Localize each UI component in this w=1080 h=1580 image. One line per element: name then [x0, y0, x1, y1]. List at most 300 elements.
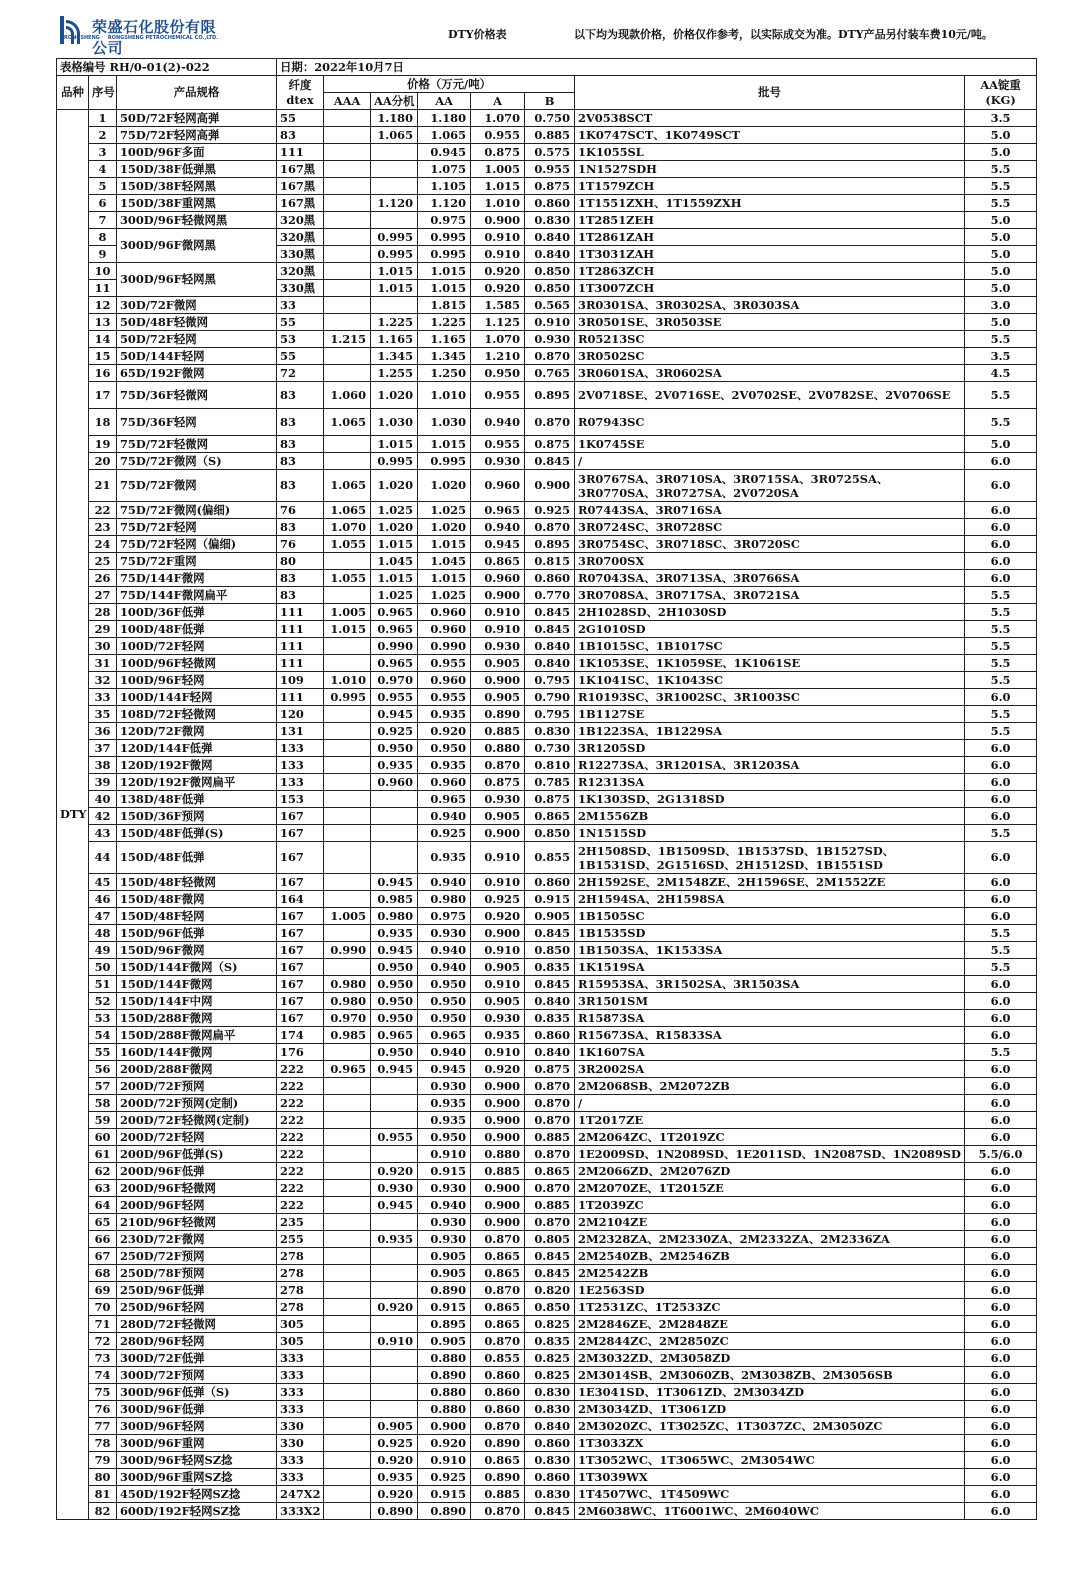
table-row	[57, 365, 1037, 382]
seq-cell: 17	[89, 382, 117, 409]
price-aaa-cell	[324, 178, 371, 195]
dtex-cell: 278	[277, 1265, 324, 1282]
price-b-cell: 0.840	[525, 246, 575, 263]
price-aa-cell: 0.930	[418, 1231, 471, 1248]
spec-cell: 108D/72F轻微网	[117, 706, 277, 723]
spec-cell: 300D/72F预网	[117, 1367, 277, 1384]
dtex-cell: 278	[277, 1248, 324, 1265]
batch-cell: R15953SA、3R1502SA、3R1503SA	[575, 976, 965, 993]
batch-cell: 1T1579ZCH	[575, 178, 965, 195]
price-aaa-cell	[324, 127, 371, 144]
weight-cell: 6.0	[965, 453, 1037, 470]
seq-cell: 61	[89, 1146, 117, 1163]
dtex-cell: 222	[277, 1129, 324, 1146]
batch-cell: 2H1028SD、2H1030SD	[575, 604, 965, 621]
batch-cell: 3R1205SD	[575, 740, 965, 757]
price-aaa-cell	[324, 1452, 371, 1469]
price-aaa-cell	[324, 1095, 371, 1112]
price-aa-cell: 0.910	[418, 1146, 471, 1163]
seq-cell: 7	[89, 212, 117, 229]
batch-cell: R15673SA、R15833SA	[575, 1027, 965, 1044]
price-aaa-cell	[324, 1214, 371, 1231]
weight-cell: 5.5	[965, 1044, 1037, 1061]
table-row	[57, 808, 1037, 825]
weight-cell: 6.0	[965, 1027, 1037, 1044]
weight-cell: 6.0	[965, 1333, 1037, 1350]
weight-cell: 5.5/6.0	[965, 1146, 1037, 1163]
batch-cell: R10193SC、3R1002SC、3R1003SC	[575, 689, 965, 706]
price-aa-cell: 1.165	[418, 331, 471, 348]
spec-cell: 200D/72F预网(定制)	[117, 1095, 277, 1112]
price-b-cell: 0.845	[525, 925, 575, 942]
seq-cell: 28	[89, 604, 117, 621]
table-row	[57, 689, 1037, 706]
weight-cell: 5.0	[965, 246, 1037, 263]
spec-cell: 250D/72F预网	[117, 1248, 277, 1265]
weight-cell: 6.0	[965, 1299, 1037, 1316]
header-row-1	[57, 76, 1037, 93]
price-b-cell: 0.840	[525, 655, 575, 672]
batch-cell: 2M2540ZB、2M2546ZB	[575, 1248, 965, 1265]
table-row	[57, 519, 1037, 536]
price-a-cell: 1.005	[471, 161, 525, 178]
table-row	[57, 1452, 1037, 1469]
table-row	[57, 774, 1037, 791]
spec-cell: 50D/48F轻微网	[117, 314, 277, 331]
price-aa-split-cell	[371, 1146, 418, 1163]
dtex-cell: 167	[277, 874, 324, 891]
price-b-cell: 0.895	[525, 382, 575, 409]
table-row	[57, 1231, 1037, 1248]
price-a-cell: 0.880	[471, 1146, 525, 1163]
table-row	[57, 874, 1037, 891]
price-aa-split-cell: 0.995	[371, 246, 418, 263]
price-aa-split-cell: 1.025	[371, 587, 418, 604]
price-aaa-cell	[324, 1129, 371, 1146]
weight-cell: 5.5	[965, 178, 1037, 195]
price-a-cell: 0.870	[471, 757, 525, 774]
dtex-cell: 174	[277, 1027, 324, 1044]
price-a-cell: 0.935	[471, 1027, 525, 1044]
price-aa-cell: 0.950	[418, 993, 471, 1010]
seq-cell: 59	[89, 1112, 117, 1129]
seq-cell: 36	[89, 723, 117, 740]
spec-cell: 150D/48F低弹	[117, 842, 277, 874]
price-aaa-cell	[324, 1078, 371, 1095]
spec-cell: 600D/192F轻网SZ捻	[117, 1503, 277, 1520]
dtex-cell: 305	[277, 1333, 324, 1350]
price-aa-cell: 0.905	[418, 1248, 471, 1265]
price-a-cell: 1.070	[471, 331, 525, 348]
price-aaa-cell: 1.065	[324, 409, 371, 436]
seq-cell: 78	[89, 1435, 117, 1452]
price-aaa-cell	[324, 791, 371, 808]
price-b-cell: 0.860	[525, 195, 575, 212]
seq-cell: 37	[89, 740, 117, 757]
batch-cell: R12313SA	[575, 774, 965, 791]
batch-cell: 1B1535SD	[575, 925, 965, 942]
price-aaa-cell: 1.060	[324, 382, 371, 409]
price-aa-cell: 0.935	[418, 757, 471, 774]
price-b-cell: 0.840	[525, 229, 575, 246]
dtex-cell: 333	[277, 1401, 324, 1418]
spec-cell: 150D/36F预网	[117, 808, 277, 825]
price-a-cell: 0.940	[471, 519, 525, 536]
batch-cell: 1T1551ZXH、1T1559ZXH	[575, 195, 965, 212]
seq-cell: 60	[89, 1129, 117, 1146]
spec-cell: 75D/36F轻网	[117, 409, 277, 436]
table-row	[57, 536, 1037, 553]
price-b-cell: 0.825	[525, 1350, 575, 1367]
table-row	[57, 1418, 1037, 1435]
table-row	[57, 470, 1037, 502]
price-aaa-cell	[324, 365, 371, 382]
dtex-cell: 235	[277, 1214, 324, 1231]
table-row	[57, 1248, 1037, 1265]
spec-cell: 250D/96F轻网	[117, 1299, 277, 1316]
price-aa-split-cell: 0.965	[371, 655, 418, 672]
dtex-cell: 333	[277, 1452, 324, 1469]
price-b-cell: 0.770	[525, 587, 575, 604]
price-b-cell: 0.840	[525, 1044, 575, 1061]
price-b-cell: 0.850	[525, 280, 575, 297]
price-aaa-cell	[324, 1180, 371, 1197]
price-aaa-cell	[324, 1367, 371, 1384]
dtex-cell: 83	[277, 570, 324, 587]
dtex-cell: 167黑	[277, 178, 324, 195]
batch-cell: /	[575, 453, 965, 470]
price-aa-cell: 0.940	[418, 1197, 471, 1214]
seq-cell: 69	[89, 1282, 117, 1299]
price-aa-cell: 0.955	[418, 655, 471, 672]
table-row	[57, 1010, 1037, 1027]
spec-cell: 75D/72F重网	[117, 553, 277, 570]
batch-cell: 1K1303SD、2G1318SD	[575, 791, 965, 808]
price-aa-cell: 0.965	[418, 791, 471, 808]
dtex-cell: 55	[277, 348, 324, 365]
price-b-cell: 0.850	[525, 942, 575, 959]
batch-cell: 3R2002SA	[575, 1061, 965, 1078]
seq-cell: 81	[89, 1486, 117, 1503]
table-row	[57, 1078, 1037, 1095]
weight-cell: 4.5	[965, 365, 1037, 382]
spec-cell: 120D/144F低弹	[117, 740, 277, 757]
price-aa-cell: 0.935	[418, 706, 471, 723]
batch-cell: 2M2104ZE	[575, 1214, 965, 1231]
price-a-cell: 0.860	[471, 1367, 525, 1384]
table-row	[57, 212, 1037, 229]
table-row	[57, 706, 1037, 723]
batch-cell: 2M2070ZE、1T2015ZE	[575, 1180, 965, 1197]
price-b-cell: 0.835	[525, 1010, 575, 1027]
price-a-cell: 0.860	[471, 1401, 525, 1418]
price-b-cell: 0.830	[525, 1452, 575, 1469]
price-aa-cell: 1.225	[418, 314, 471, 331]
page-header	[56, 14, 1036, 57]
price-aa-split-cell: 0.950	[371, 993, 418, 1010]
batch-cell: 1T2863ZCH	[575, 263, 965, 280]
weight-cell: 6.0	[965, 874, 1037, 891]
price-aa-cell: 0.995	[418, 229, 471, 246]
price-aa-split-cell: 0.950	[371, 740, 418, 757]
col-seq: 序号	[89, 76, 117, 110]
spec-cell: 280D/72F轻微网	[117, 1316, 277, 1333]
price-a-cell: 0.900	[471, 1078, 525, 1095]
batch-cell: 1K1053SE、1K1059SE、1K1061SE	[575, 655, 965, 672]
price-b-cell: 0.870	[525, 1180, 575, 1197]
seq-cell: 82	[89, 1503, 117, 1520]
table-row	[57, 908, 1037, 925]
table-row	[57, 1061, 1037, 1078]
spec-cell: 75D/72F微网	[117, 470, 277, 502]
price-aaa-cell	[324, 1333, 371, 1350]
weight-cell: 6.0	[965, 1350, 1037, 1367]
table-row	[57, 638, 1037, 655]
col-b: B	[525, 93, 575, 110]
dtex-cell: 167黑	[277, 195, 324, 212]
batch-cell: 2M3032ZD、2M3058ZD	[575, 1350, 965, 1367]
table-row	[57, 110, 1037, 127]
dtex-cell: 167	[277, 976, 324, 993]
dtex-cell: 333	[277, 1367, 324, 1384]
price-aa-cell: 1.045	[418, 553, 471, 570]
price-a-cell: 0.900	[471, 925, 525, 942]
price-aa-split-cell: 0.955	[371, 1129, 418, 1146]
price-b-cell: 0.925	[525, 502, 575, 519]
price-aaa-cell	[324, 757, 371, 774]
price-b-cell: 0.845	[525, 453, 575, 470]
batch-cell: 2M1556ZB	[575, 808, 965, 825]
batch-cell: 1E2563SD	[575, 1282, 965, 1299]
price-a-cell: 0.930	[471, 453, 525, 470]
dtex-cell: 247X2	[277, 1486, 324, 1503]
weight-cell: 6.0	[965, 1316, 1037, 1333]
dtex-cell: 83	[277, 382, 324, 409]
weight-cell: 6.0	[965, 891, 1037, 908]
seq-cell: 73	[89, 1350, 117, 1367]
seq-cell: 19	[89, 436, 117, 453]
weight-cell: 5.5	[965, 587, 1037, 604]
seq-cell: 40	[89, 791, 117, 808]
weight-cell: 6.0	[965, 1435, 1037, 1452]
table-row	[57, 621, 1037, 638]
price-aaa-cell	[324, 1112, 371, 1129]
spec-cell: 300D/96F轻微网黑	[117, 212, 277, 229]
price-b-cell: 0.870	[525, 409, 575, 436]
price-a-cell: 0.950	[471, 365, 525, 382]
table-row	[57, 1299, 1037, 1316]
price-a-cell: 0.875	[471, 144, 525, 161]
weight-cell: 6.0	[965, 1367, 1037, 1384]
spec-cell: 75D/72F轻微网	[117, 436, 277, 453]
spec-cell: 75D/144F微网	[117, 570, 277, 587]
dtex-cell: 222	[277, 1163, 324, 1180]
price-b-cell: 0.750	[525, 110, 575, 127]
price-aa-cell: 0.950	[418, 1129, 471, 1146]
batch-cell: 3R0708SA、3R0717SA、3R0721SA	[575, 587, 965, 604]
seq-cell: 24	[89, 536, 117, 553]
col-aaa: AAA	[324, 93, 371, 110]
dtex-cell: 111	[277, 621, 324, 638]
price-aa-cell: 1.120	[418, 195, 471, 212]
price-b-cell: 0.845	[525, 604, 575, 621]
seq-cell: 39	[89, 774, 117, 791]
price-aa-split-cell: 1.345	[371, 348, 418, 365]
price-aa-split-cell: 1.165	[371, 331, 418, 348]
weight-cell: 5.0	[965, 144, 1037, 161]
seq-cell: 31	[89, 655, 117, 672]
table-row	[57, 942, 1037, 959]
table-row	[57, 1027, 1037, 1044]
price-b-cell: 0.855	[525, 842, 575, 874]
seq-cell: 25	[89, 553, 117, 570]
dtex-cell: 305	[277, 1316, 324, 1333]
table-row	[57, 127, 1037, 144]
price-aa-split-cell: 0.965	[371, 621, 418, 638]
price-aa-split-cell: 0.985	[371, 891, 418, 908]
table-row	[57, 229, 1037, 246]
price-a-cell: 0.900	[471, 1197, 525, 1214]
table-row	[57, 382, 1037, 409]
table-row	[57, 1350, 1037, 1367]
batch-cell: 3R0601SA、3R0602SA	[575, 365, 965, 382]
price-a-cell: 0.905	[471, 655, 525, 672]
price-aa-cell: 0.940	[418, 942, 471, 959]
price-aaa-cell	[324, 436, 371, 453]
price-aaa-cell	[324, 808, 371, 825]
price-a-cell: 0.910	[471, 246, 525, 263]
price-aaa-cell	[324, 229, 371, 246]
spec-cell: 30D/72F微网	[117, 297, 277, 314]
table-row	[57, 195, 1037, 212]
price-b-cell: 0.830	[525, 723, 575, 740]
batch-cell: 1T2851ZEH	[575, 212, 965, 229]
price-aa-cell: 0.940	[418, 808, 471, 825]
dtex-cell: 111	[277, 144, 324, 161]
table-row	[57, 993, 1037, 1010]
price-b-cell: 0.840	[525, 993, 575, 1010]
batch-cell: 2M2068SB、2M2072ZB	[575, 1078, 965, 1095]
price-aa-cell: 1.075	[418, 161, 471, 178]
seq-cell: 10	[89, 263, 117, 280]
seq-cell: 29	[89, 621, 117, 638]
price-aaa-cell	[324, 110, 371, 127]
price-aaa-cell	[324, 638, 371, 655]
price-aaa-cell	[324, 161, 371, 178]
price-a-cell: 0.875	[471, 774, 525, 791]
weight-cell: 5.5	[965, 604, 1037, 621]
dtex-cell: 176	[277, 1044, 324, 1061]
batch-cell: R07043SA、3R0713SA、3R0766SA	[575, 570, 965, 587]
spec-cell: 250D/78F预网	[117, 1265, 277, 1282]
price-aa-split-cell: 0.920	[371, 1452, 418, 1469]
price-a-cell: 0.910	[471, 874, 525, 891]
price-aaa-cell	[324, 280, 371, 297]
weight-cell: 5.0	[965, 314, 1037, 331]
batch-cell: 1K1607SA	[575, 1044, 965, 1061]
spec-cell: 450D/192F轻网SZ捻	[117, 1486, 277, 1503]
price-b-cell: 0.860	[525, 1469, 575, 1486]
weight-cell: 6.0	[965, 502, 1037, 519]
seq-cell: 53	[89, 1010, 117, 1027]
batch-cell: 3R0502SC	[575, 348, 965, 365]
spec-cell: 300D/96F轻网黑	[117, 263, 277, 297]
batch-cell: 1T3033ZX	[575, 1435, 965, 1452]
batch-cell: 2M2064ZC、1T2019ZC	[575, 1129, 965, 1146]
seq-cell: 1	[89, 110, 117, 127]
table-row	[57, 1384, 1037, 1401]
batch-cell: 1N1527SDH	[575, 161, 965, 178]
weight-cell: 5.0	[965, 436, 1037, 453]
table-row	[57, 1503, 1037, 1520]
batch-cell: 2H1592SE、2M1548ZE、2H1596SE、2M1552ZE	[575, 874, 965, 891]
seq-cell: 26	[89, 570, 117, 587]
price-aa-cell: 1.065	[418, 127, 471, 144]
spec-cell: 100D/36F低弹	[117, 604, 277, 621]
table-row	[57, 1095, 1037, 1112]
dtex-cell: 222	[277, 1061, 324, 1078]
batch-cell: 1T2861ZAH	[575, 229, 965, 246]
spec-cell: 210D/96F轻微网	[117, 1214, 277, 1231]
price-aa-split-cell: 0.970	[371, 672, 418, 689]
table-row	[57, 976, 1037, 993]
weight-cell: 6.0	[965, 1010, 1037, 1027]
price-a-cell: 0.905	[471, 808, 525, 825]
seq-cell: 30	[89, 638, 117, 655]
weight-cell: 3.5	[965, 348, 1037, 365]
dtex-cell: 330黑	[277, 246, 324, 263]
price-aa-cell: 1.815	[418, 297, 471, 314]
weight-cell: 6.0	[965, 1061, 1037, 1078]
price-aaa-cell	[324, 195, 371, 212]
col-spec: 产品规格	[117, 76, 277, 110]
price-aaa-cell	[324, 1401, 371, 1418]
price-aaa-cell: 1.065	[324, 502, 371, 519]
price-aa-split-cell: 0.910	[371, 1333, 418, 1350]
price-a-cell: 0.910	[471, 942, 525, 959]
weight-cell: 6.0	[965, 1129, 1037, 1146]
price-aa-cell: 0.935	[418, 1095, 471, 1112]
price-aa-cell: 0.950	[418, 740, 471, 757]
dtex-cell: 333X2	[277, 1503, 324, 1520]
spec-cell: 100D/144F轻网	[117, 689, 277, 706]
spec-cell: 120D/192F微网	[117, 757, 277, 774]
seq-cell: 6	[89, 195, 117, 212]
batch-cell: 1B1505SC	[575, 908, 965, 925]
table-row	[57, 925, 1037, 942]
dtex-cell: 111	[277, 638, 324, 655]
price-aa-split-cell: 1.225	[371, 314, 418, 331]
price-a-cell: 0.865	[471, 1299, 525, 1316]
price-b-cell: 0.870	[525, 1146, 575, 1163]
price-aaa-cell	[324, 959, 371, 976]
price-b-cell: 0.850	[525, 1299, 575, 1316]
price-b-cell: 0.845	[525, 976, 575, 993]
price-aa-split-cell	[371, 825, 418, 842]
price-b-cell: 0.850	[525, 263, 575, 280]
price-aa-cell: 1.345	[418, 348, 471, 365]
price-a-cell: 0.880	[471, 740, 525, 757]
price-a-cell: 0.870	[471, 1503, 525, 1520]
seq-cell: 49	[89, 942, 117, 959]
price-b-cell: 0.895	[525, 536, 575, 553]
weight-cell: 6.0	[965, 1197, 1037, 1214]
dtex-cell: 83	[277, 453, 324, 470]
col-aa: AA	[418, 93, 471, 110]
seq-cell: 44	[89, 842, 117, 874]
col-weight-top: AA锭重	[980, 77, 1021, 92]
price-b-cell: 0.875	[525, 1061, 575, 1078]
